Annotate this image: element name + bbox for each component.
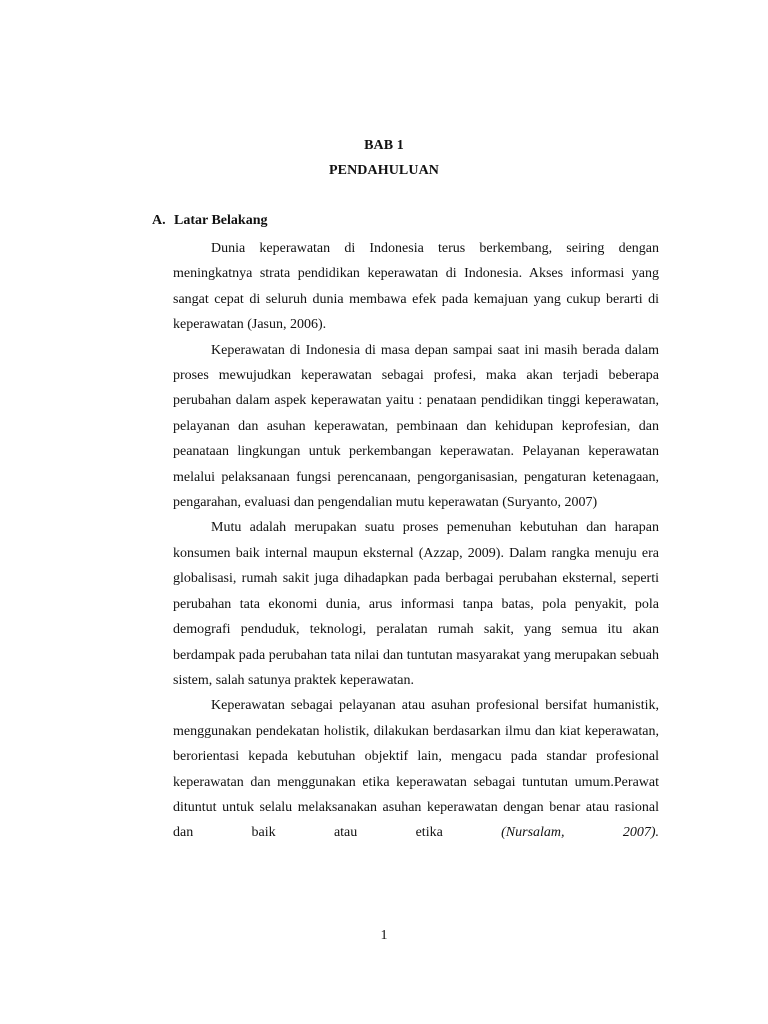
section-title: Latar Belakang xyxy=(174,213,268,228)
paragraph-2: Keperawatan di Indonesia di masa depan sampai saat ini masih berada dalam proses mewujudkan keperawatan sebagai profesi, maka akan terjadi beberapa perubahan dalam aspek keperawatan yaitu : penataan pendidikan tinggi keperawatan, pelayanan dan asuhan keperawatan, pembinaan dan kehidupan keprofesian, dan peanataan lingkungan untuk perkembangan keperawatan. Pelayanan keperawatan melalui pelaksanaan fungsi perencanaan, pengorganisasian, pengaturan ketenagaan, pengarahan, evaluasi dan pengendalian mutu keperawatan (Suryanto, 2007) xyxy=(173,342,659,511)
page-number: 1 xyxy=(380,928,388,943)
body-text xyxy=(173,236,659,846)
paragraph-3: Mutu adalah merupakan suatu proses pemenuhan kebutuhan dan harapan konsumen baik internal maupun eksternal (Azzap, 2009). Dalam rangka menuju era globalisasi, rumah sakit juga dihadapkan pada berbagai perubahan eksternal, seperti perubahan tata ekonomi dunia, arus informasi tanpa batas, pola penyakit, pola demografi penduduk, teknologi, peralatan rumah sakit, yang semua itu akan berdampak pada perubahan tata nilai dan tuntutan masyarakat yang merupakan sebuah sistem, salah satunya praktek keperawatan. xyxy=(173,520,659,688)
paragraph-4-citation: (Nursalam, 2007). xyxy=(501,825,660,841)
section-number: A. xyxy=(152,213,166,228)
paragraph-4 xyxy=(173,693,659,845)
paragraph-1: Dunia keperawatan di Indonesia terus berkembang, seiring dengan meningkatnya strata pendidikan keperawatan di Indonesia. Akses informasi yang sangat cepat di seluruh dunia membawa efek pada kemajuan yang cukup berarti di keperawatan (Jasun, 2006). xyxy=(173,241,659,333)
chapter-number: BAB 1 xyxy=(364,138,404,153)
section-heading xyxy=(152,213,267,229)
paragraph-4-text: Keperawatan sebagai pelayanan atau asuhan profesional bersifat humanistik, menggunakan pendekatan holistik, dilakukan berdasarkan ilmu dan kiat keperawatan, berorientasi kepada kebutuhan objektif lain, mengacu pada standar profesional keperawatan dan menggunakan etika keperawatan sebagai tuntutan umum.Perawat dituntut untuk selalu melaksanakan asuhan keperawatan dengan benar atau rasional dan baik atau etika xyxy=(173,698,659,841)
chapter-title: PENDAHULUAN xyxy=(329,163,439,178)
